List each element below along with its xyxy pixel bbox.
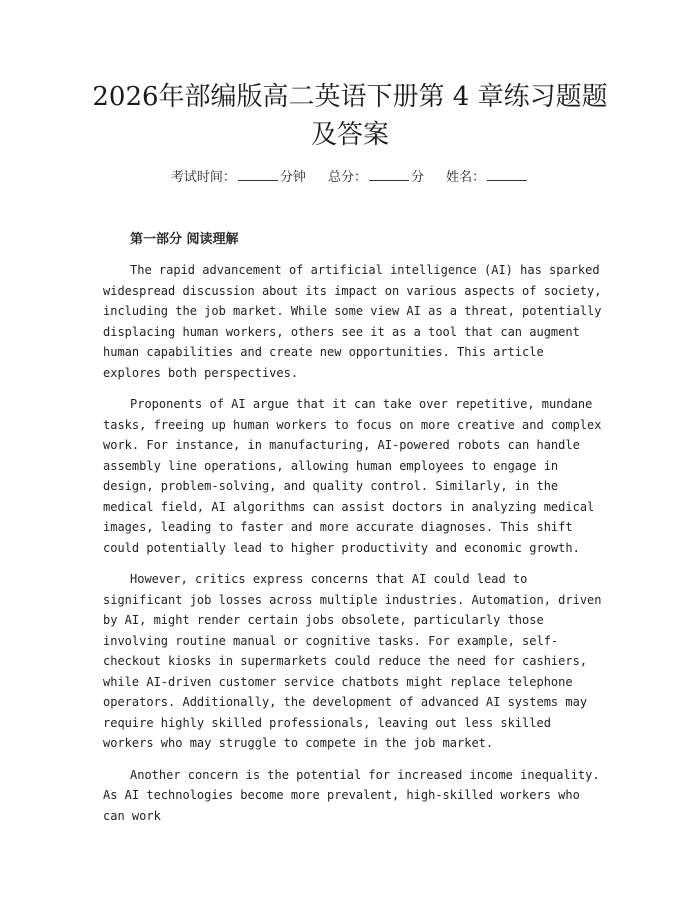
student-name-blank[interactable] <box>487 166 527 181</box>
reading-passage <box>103 260 603 837</box>
passage-paragraph-2: Proponents of AI argue that it can take over repetitive, mundane tasks, freeing up human workers to focus on more creative and complex work. For instance, in manufacturing, AI-powered robots can handle assembly line operations, allowing human employees to engage in design, problem-solving, and quality control. Similarly, in the medical field, AI algorithms can assist doctors in analyzing medical images, leading to faster and more accurate diagnoses. This shift could potentially lead to higher productivity and economic growth. <box>103 397 602 555</box>
total-score-field <box>328 166 424 188</box>
total-score-unit: 分 <box>411 170 425 185</box>
total-score-blank[interactable] <box>369 166 409 181</box>
section-heading: 第一部分 阅读理解 <box>130 232 239 247</box>
total-score-label: 总分： <box>327 170 367 185</box>
exam-time-field <box>171 166 306 188</box>
exam-time-blank[interactable] <box>238 166 278 181</box>
title-line-2: 及答案 <box>310 120 389 150</box>
passage-paragraph-4: Another concern is the potential for increased income inequality. As AI technologies become more prevalent, high-skilled workers who can work <box>103 767 600 823</box>
exam-time-label: 考试时间： <box>170 170 236 185</box>
passage-paragraph-3: However, critics express concerns that AI could lead to significant job losses across multiple industries. Automation, driven by AI, might render certain jobs obsolete, particularly those involving routine manual or cognitive tasks. For example, self-checkout kiosks in supermarkets could reduce the need for cashiers, while AI-driven customer service chatbots might replace telephone operators. Additionally, the development of advanced AI systems may require highly skilled professionals, leaving out less skilled workers who may struggle to compete in the job market. <box>103 572 602 750</box>
document-title <box>60 78 640 154</box>
student-name-label: 姓名： <box>446 170 486 185</box>
student-name-field <box>446 166 529 188</box>
exam-info-line <box>60 166 640 188</box>
passage-paragraph-1: The rapid advancement of artificial intelligence (AI) has sparked widespread discussion about its impact on various aspects of society, including the job market. While some view AI as a threat, potentially displacing human workers, others see it as a tool that can augment human capabilities and create new opportunities. This article explores both perspectives. <box>103 263 602 380</box>
title-line-1: 2026年部编版高二英语下册第 4 章练习题题 <box>92 82 608 112</box>
exam-time-unit: 分钟 <box>279 170 306 185</box>
